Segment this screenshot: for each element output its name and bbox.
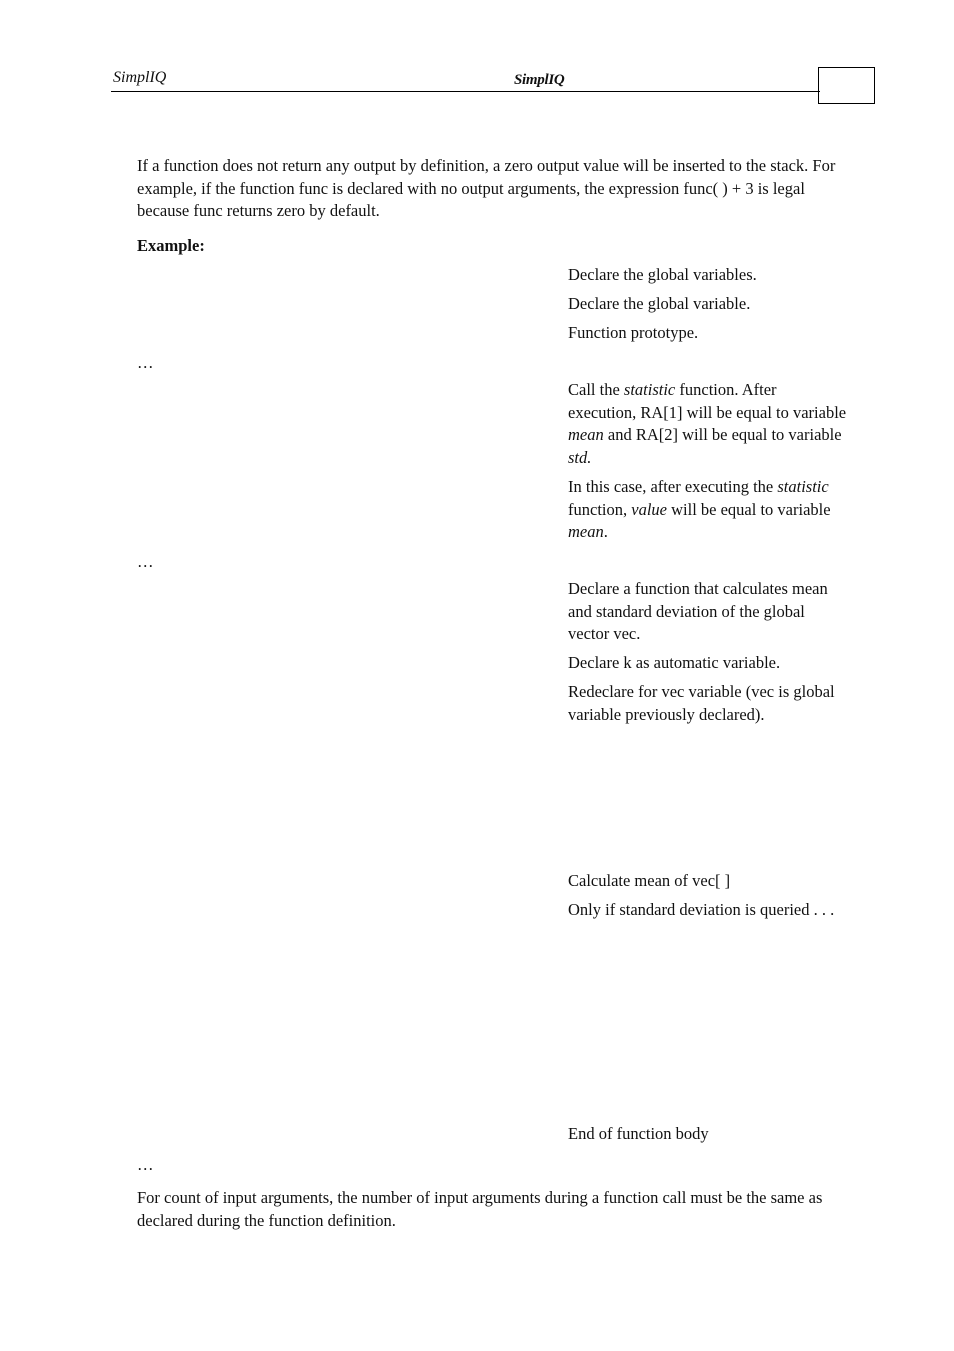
note-calc-mean: Calculate mean of vec[ ] bbox=[568, 871, 731, 890]
note-call-statistic: Call the statistic function. After execution, RA[1] will be equal to variable mean and RA[2] will be equal to variable std. bbox=[568, 380, 847, 467]
note-only-if-std: Only if standard deviation is queried . . . bbox=[568, 900, 835, 919]
note-declare-globals: Declare the global variables. bbox=[568, 265, 757, 284]
example-label: Example: bbox=[137, 236, 205, 255]
note-function-prototype: Function prototype. bbox=[568, 323, 699, 342]
header-rule bbox=[111, 91, 820, 92]
closing-paragraph: For count of input arguments, the number of input arguments during a function call must be the same as declared during the function definition. bbox=[137, 1188, 823, 1230]
note-declare-function: Declare a function that calculates mean and standard deviation of the global vector vec. bbox=[568, 579, 828, 643]
intro-paragraph: If a function does not return any output by definition, a zero output value will be inserted to the stack. For example, if the function func is declared with no output arguments, the expression func( ) + 3 is legal because func returns zero by default. bbox=[137, 156, 836, 220]
note-declare-k: Declare k as automatic variable. bbox=[568, 653, 781, 672]
header-center-title: SimplIQ bbox=[514, 72, 565, 88]
header-left-title: SimplIQ bbox=[113, 69, 167, 86]
note-end-of-body: End of function body bbox=[568, 1124, 709, 1143]
page-number-box bbox=[818, 67, 875, 104]
ellipsis-2: … bbox=[137, 552, 154, 571]
ellipsis-3: … bbox=[137, 1155, 154, 1174]
ellipsis-1: … bbox=[137, 353, 154, 372]
note-declare-global: Declare the global variable. bbox=[568, 294, 751, 313]
note-redeclare-vec: Redeclare for vec variable (vec is global variable previously declared). bbox=[568, 682, 835, 724]
note-in-this-case: In this case, after executing the statistic function, value will be equal to variable mean. bbox=[568, 477, 831, 541]
